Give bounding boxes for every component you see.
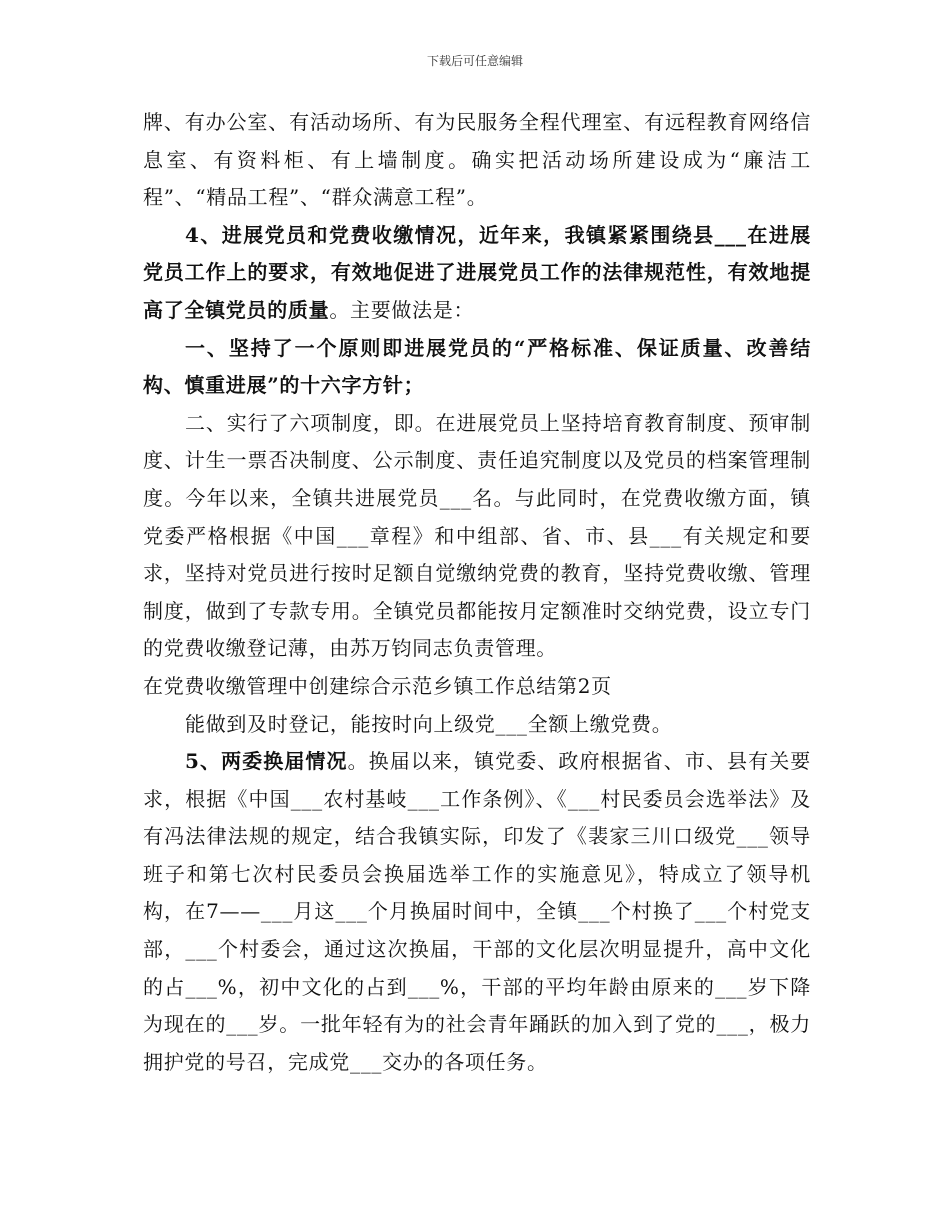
paragraph-text: 在党费收缴管理中创建综合示范乡镇工作总结第2页 [143, 673, 612, 698]
paragraph-text: 二、实行了六项制度，即。在进展党员上坚持培育教育制度、预审制度、计生一票否决制度、公示制度、责任追究制度以及党员的档案管理制度。今年以来，全镇共进展党员___名。与此同时，在党费收缴方面，镇党委严格根据《中国___章程》和中组部、省、市、县___有关规定和要求，坚持对党员进行按时足额自觉缴纳党费的教育，坚持党费收缴、管理制度，做到了专款专用。全镇党员都能按月定额准时交纳党费，设立专门的党费收缴登记薄，由苏万钧同志负责管理。 [143, 410, 811, 661]
paragraph-election [143, 743, 811, 1081]
page-header: 下载后可任意编辑 [426, 54, 523, 68]
paragraph-text: 。换届以来，镇党委、政府根据省、市、县有关要求，根据《中国___农村基岐___工作条例》、《___村民委员会选举法》及有冯法律法规的规定，结合我镇实际，印发了《裴家三川口级党___领导班子和第七次村民委员会换届选举工作的实施意见》，特成立了领导机构，在7——___月这___个月换届时间中，全镇___个村换了___个村党支部，___个村委会，通过这次换届，干部的文化层次明显提升，高中文化的占___%，初中文化的占到___%，干部的平均年龄由原来的___岁下降为现在的___岁。一批年轻有为的社会青年踊跃的加入到了党的___，极力拥护党的号召，完成党___交办的各项任务。 [143, 749, 811, 1074]
paragraph-party-recruitment [143, 217, 811, 330]
paragraph-text: 。主要做法是： [329, 297, 475, 322]
paragraph-registration [143, 706, 811, 744]
paragraph-facilities [143, 104, 811, 217]
section-heading: 5、两委换届情况 [185, 749, 348, 774]
paragraph-principle [143, 330, 811, 405]
paragraph-text: 能做到及时登记，能按时向上级党___全额上缴党费。 [185, 711, 673, 736]
paragraph-six-systems [143, 405, 811, 668]
section-heading: 一、坚持了一个原则即进展党员的“严格标准、保证质量、改善结构、慎重进展”的十六字方针； [143, 335, 811, 398]
paragraph-text: 牌、有办公室、有活动场所、有为民服务全程代理室、有远程教育网络信息室、有资料柜、有上墙制度。确实把活动场所建设成为“廉洁工程”、“精品工程”、“群众满意工程”。 [143, 110, 811, 210]
document-body [143, 104, 811, 1081]
section-heading: 4、进展党员和党费收缴情况，近年来，我镇紧紧围绕县___在进展党员工作上的要求，有效地促进了进展党员工作的法律规范性，有效地提高了全镇党员的质量 [143, 222, 811, 322]
page-title-line [143, 668, 811, 706]
